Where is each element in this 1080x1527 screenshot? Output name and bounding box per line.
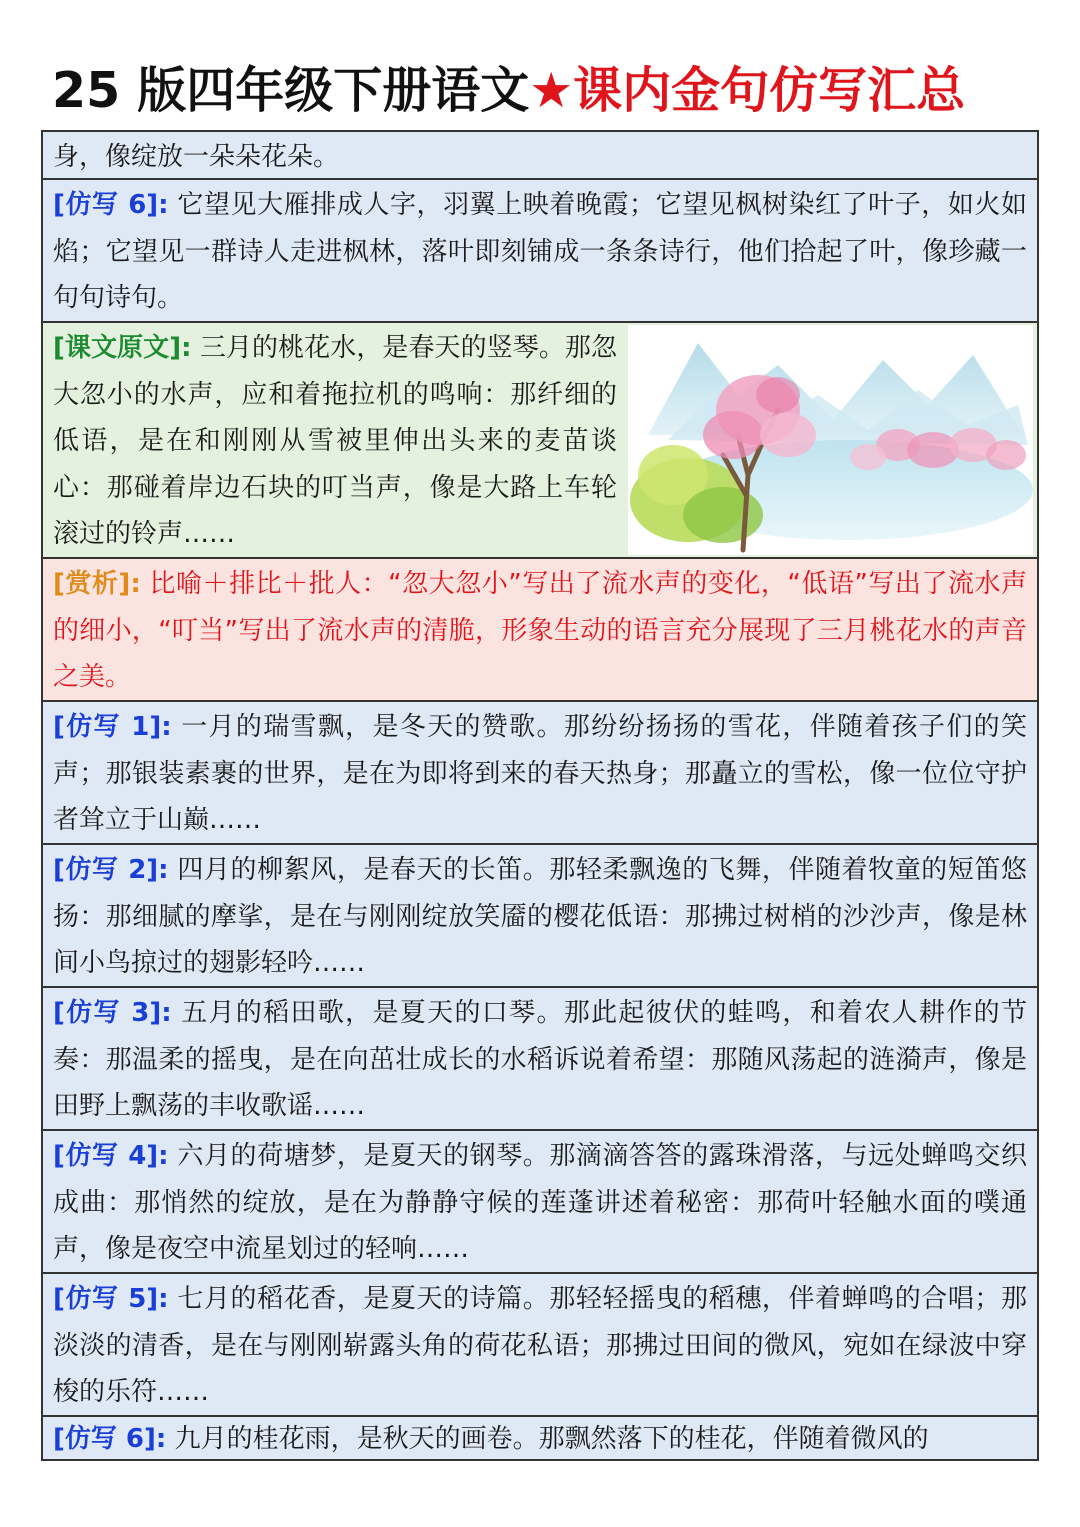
- row-body: 七月的稻花香，是夏天的诗篇。那轻轻摇曳的稻穗，伴着蝉鸣的合唱；那淡淡的清香，是在与刚刚崭露头角的荷花私语；那拂过田间的微风，宛如在绿波中穿梭的乐符……: [53, 1284, 1027, 1407]
- table-row: [43, 132, 1037, 180]
- table-row: [43, 559, 1037, 702]
- title-main: 25 版四年级下册语文: [52, 62, 530, 119]
- row-text: [53, 847, 1027, 987]
- table-row: [43, 988, 1037, 1131]
- row-label: [仿写 3]:: [53, 998, 172, 1028]
- row-text: [53, 1276, 1027, 1416]
- peach-blossom-painting: [628, 325, 1033, 555]
- row-text: [53, 182, 1027, 322]
- row-label: [仿写 5]:: [53, 1284, 169, 1314]
- row-body: 四月的柳絮风，是春天的长笛。那轻柔飘逸的飞舞，伴随着牧童的短笛悠扬：那细腻的摩挲，是在与刚刚绽放笑靥的樱花低语：那拂过树梢的沙沙声，像是林间小鸟掠过的翅影轻吟……: [53, 855, 1027, 978]
- row-body: 它望见大雁排成人字，羽翼上映着晚霞；它望见枫树染红了叶子，如火如焰；它望见一群诗人走进枫林，落叶即刻铺成一条条诗行，他们拾起了叶，像珍藏一句句诗句。: [53, 190, 1027, 313]
- row-body: 身，像绽放一朵朵花朵。: [53, 142, 340, 172]
- table-row: [43, 702, 1037, 845]
- table-row: [43, 1274, 1037, 1417]
- row-label: [仿写 2]:: [53, 855, 169, 885]
- row-body: 六月的荷塘梦，是夏天的钢琴。那滴滴答答的露珠滑落，与远处蝉鸣交织成曲：那悄然的绽放，是在为静静守候的莲蓬讲述着秘密：那荷叶轻触水面的噗通声，像是夜空中流星划过的轻响……: [53, 1141, 1027, 1264]
- row-text: [53, 704, 1027, 844]
- row-label: [仿写 4]:: [53, 1141, 169, 1171]
- row-label: [仿写 6]:: [53, 190, 169, 220]
- row-text: [53, 1133, 1027, 1273]
- row-text: [53, 561, 1027, 701]
- row-body: 一月的瑞雪飘，是冬天的赞歌。那纷纷扬扬的雪花，伴随着孩子们的笑声；那银装素裹的世界，是在为即将到来的春天热身；那矗立的雪松，像一位位守护者耸立于山巅……: [53, 712, 1027, 835]
- row-body: 五月的稻田歌，是夏天的口琴。那此起彼伏的蛙鸣，和着农人耕作的节奏：那温柔的摇曳，是在向茁壮成长的水稻诉说着希望：那随风荡起的涟漪声，像是田野上飘荡的丰收歌谣……: [53, 998, 1027, 1121]
- row-text: [53, 1417, 1027, 1461]
- row-text: [53, 134, 1027, 180]
- row-label: [赏析]:: [53, 569, 141, 599]
- row-label: [课文原文]:: [53, 333, 192, 363]
- content-table: [41, 130, 1039, 1461]
- title-highlight: ★课内金句仿写汇总: [529, 62, 966, 119]
- row-text: [53, 990, 1027, 1130]
- table-row: [43, 180, 1037, 323]
- row-body: 比喻＋排比＋批人：“忽大忽小”写出了流水声的变化，“低语”写出了流水声的细小，“叮当”写出了流水声的清脆，形象生动的语言充分展现了三月桃花水的声音之美。: [53, 569, 1027, 692]
- table-row: [43, 845, 1037, 988]
- row-body: 三月的桃花水，是春天的竖琴。那忽大忽小的水声，应和着拖拉机的鸣响：那纤细的低语，是在和刚刚从雪被里伸出头来的麦苗谈心：那碰着岸边石块的叮当声，像是大路上车轮滚过的铃声……: [53, 333, 617, 549]
- table-row: [43, 323, 1037, 559]
- table-row: [43, 1131, 1037, 1274]
- row-text: [53, 325, 617, 558]
- row-label: [仿写 6]:: [53, 1424, 167, 1454]
- row-label: [仿写 1]:: [53, 712, 172, 742]
- row-body: 九月的桂花雨，是秋天的画卷。那飘然落下的桂花，伴随着微风的: [174, 1424, 929, 1454]
- table-row: [43, 1417, 1037, 1461]
- page-title: [52, 56, 965, 126]
